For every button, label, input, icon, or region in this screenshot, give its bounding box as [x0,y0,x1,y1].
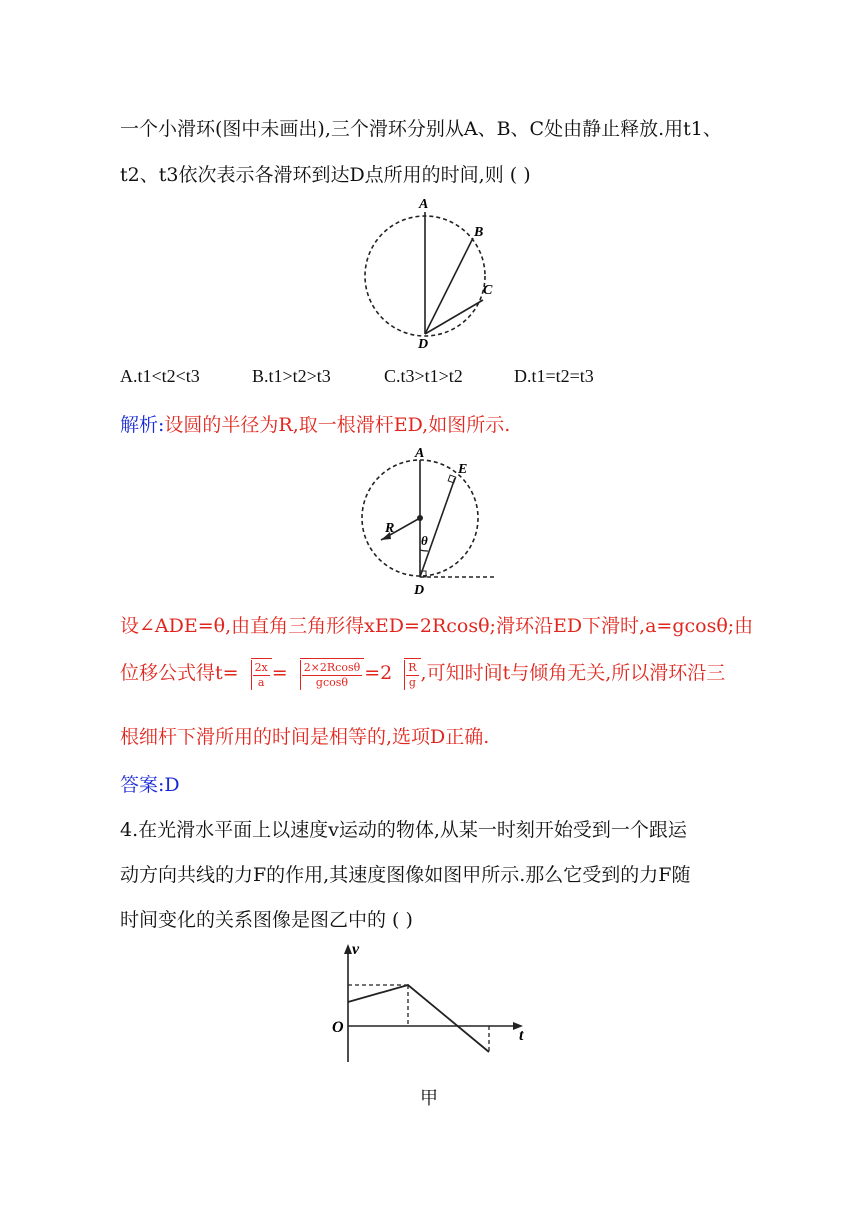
label-d2: D [414,583,425,598]
axis-label-t: t [519,1027,524,1044]
option-b: B.t1>t2>t3 [252,366,331,386]
velocity-time-graph [325,940,535,1065]
option-c: C.t3>t1>t2 [384,366,463,386]
circle-figure-ade [355,442,515,602]
label-a2: A [415,446,425,461]
label-e: E [458,462,468,477]
solution-line-2: 位移公式得t= $\frac{2x}{a}$ = $\frac{2\times 2Rcos\theta}{gcos\theta}$ =2 $\frac{R}{g}$ ,可知时间t与倾角无关,所以滑环沿三 [120,658,725,690]
label-d: D [418,337,429,352]
option-d: D.t1=t2=t3 [514,366,594,386]
axis-label-origin: O [332,1019,344,1036]
solution-line-3: 根细杆下滑所用的时间是相等的,选项D正确. [120,726,490,748]
solution-label: 解析: [120,414,165,436]
answer-line [120,770,180,797]
q4-line-3: 时间变化的关系图像是图乙中的 ( ) [120,909,413,931]
circle-figure-abcd [355,192,505,352]
sqrt-1: $\frac{2x}{a}$ [239,658,272,690]
q3-line-1: 一个小滑环(图中未画出),三个滑环分别从A、B、C处由静止释放.用t1、 [120,118,722,140]
option-a: A.t1<t2<t3 [120,366,200,386]
q3-line-2: t2、t3依次表示各滑环到达D点所用的时间,则 ( ) [120,164,531,186]
answer-label: 答案: [120,774,165,796]
answer-value: D [164,774,180,796]
axis-label-v: v [352,941,360,958]
label-r: R [385,521,395,536]
figure-caption: 甲 [420,1088,438,1109]
q4-line-2: 动方向共线的力F的作用,其速度图像如图甲所示.那么它受到的力F随 [120,864,691,886]
label-theta: θ [421,533,428,548]
solution-line-1: 设∠ADE=θ,由直角三角形得xED=2Rcosθ;滑环沿ED下滑时,a=gcosθ;由 [120,615,754,637]
q4-line-1: 4.在光滑水平面上以速度v运动的物体,从某一时刻开始受到一个跟运 [120,819,687,841]
label-b: B [474,225,484,240]
sqrt-3: $\frac{R}{g}$ [392,658,420,690]
solution-intro: 解析:设圆的半径为R,取一根滑杆ED,如图所示. [120,414,511,436]
label-a: A [419,197,429,212]
label-c: C [483,283,493,298]
sqrt-2: $\frac{2\times 2Rcos\theta}{gcos\theta}$ [288,658,365,690]
